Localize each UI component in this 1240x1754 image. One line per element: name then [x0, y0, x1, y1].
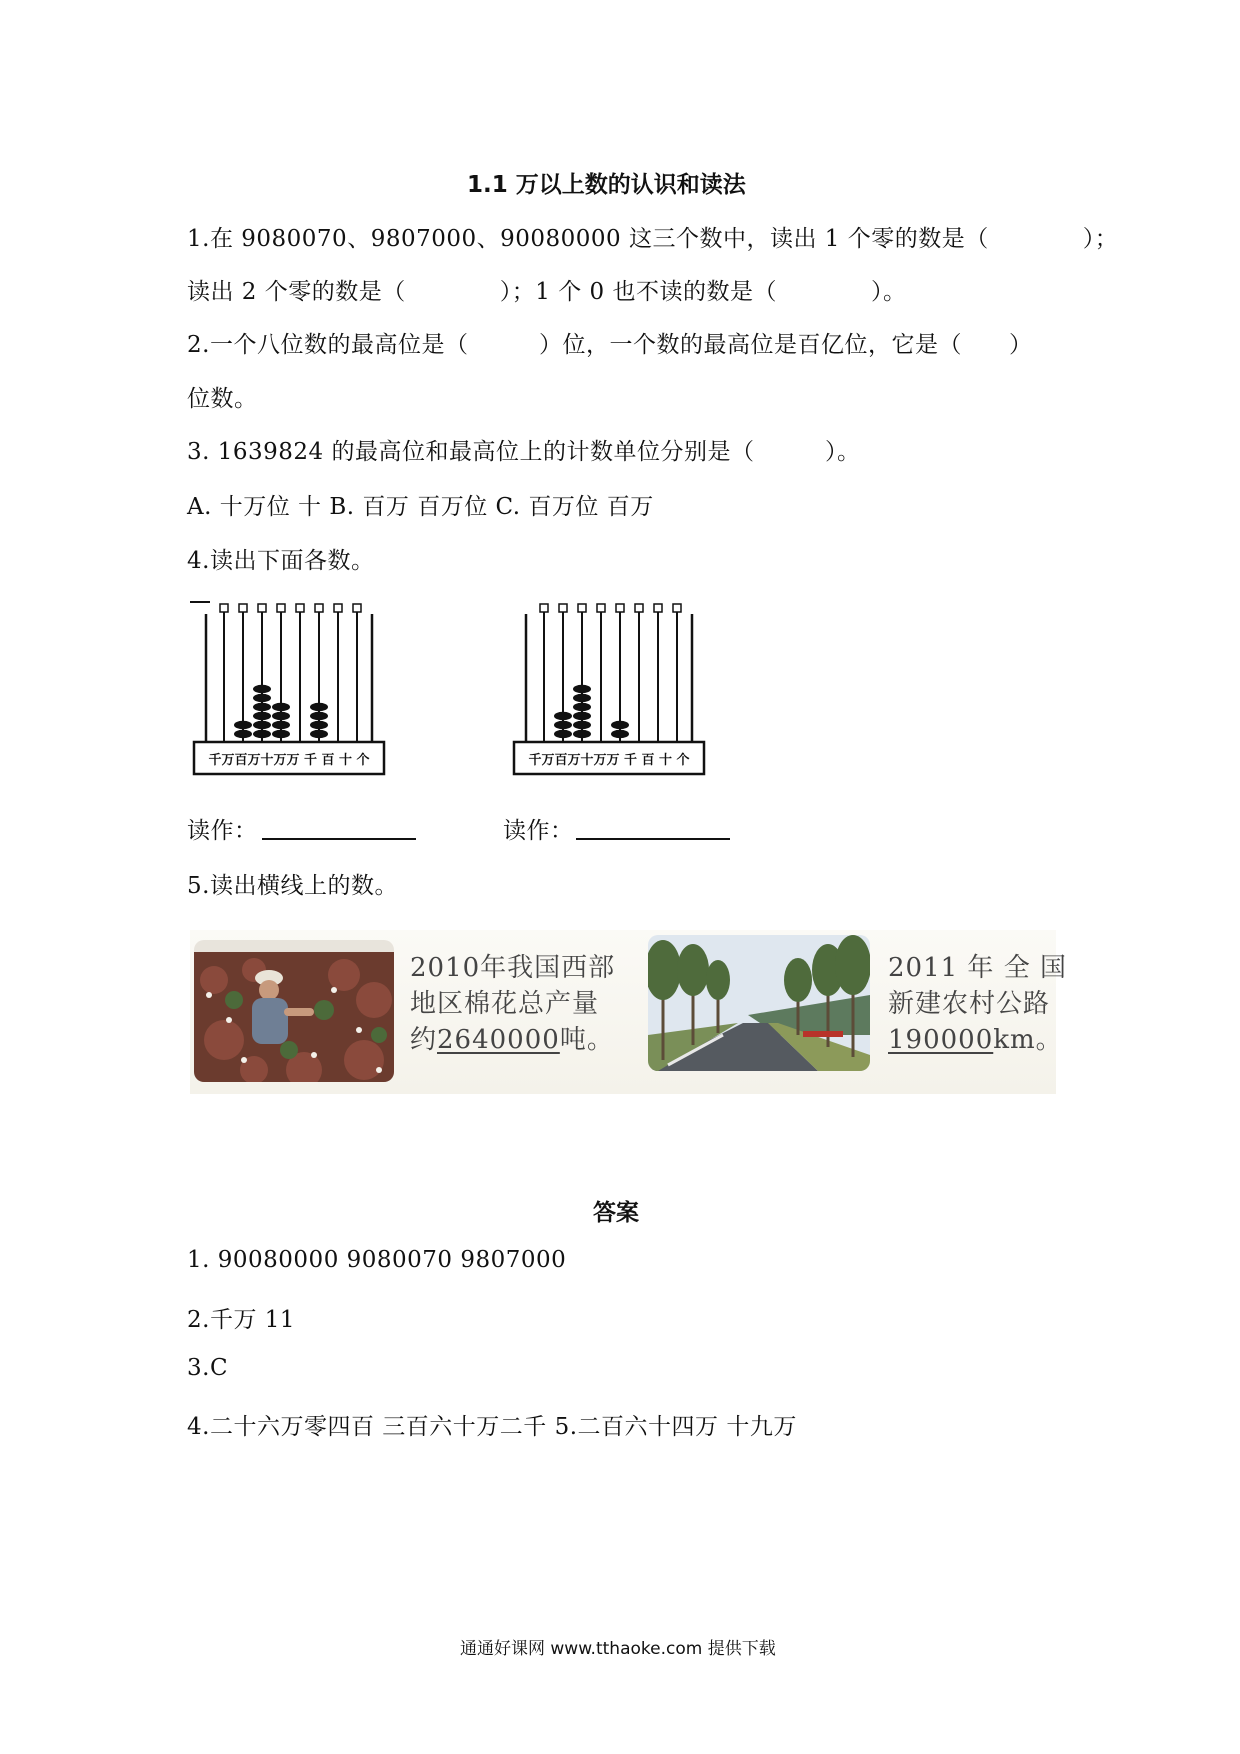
abacus-1-rod-cap-6 — [315, 604, 323, 612]
abacus-1-bead — [310, 721, 328, 729]
cotton-caption-pre: 约 — [410, 1025, 438, 1055]
abacus-1-frame — [206, 614, 372, 742]
abacus-1-rod-cap-4 — [277, 604, 285, 612]
cotton-field-photo — [194, 940, 394, 1082]
abacus-1-bead — [272, 712, 290, 720]
cotton-caption-line-3 — [410, 1022, 615, 1058]
cotton-caption-post: 吨。 — [559, 1025, 614, 1055]
cotton-caption-line-2: 地区棉花总产量 — [410, 989, 600, 1019]
question-2-line-2: 位数。 — [187, 386, 258, 412]
road-caption-post: km。 — [993, 1025, 1063, 1055]
question-5-prompt: 5.读出横线上的数。 — [187, 873, 398, 899]
question-1-line-2: 读出 2 个零的数是（ ）；1 个 0 也不读的数是（ ）。 — [187, 279, 907, 305]
abacus-2-bead — [554, 721, 572, 729]
abacus-1-bead — [234, 721, 252, 729]
read-as-blank-2[interactable] — [576, 838, 730, 840]
abacus-2 — [510, 600, 710, 780]
question-3-options: A. 十万位 十 B. 百万 百万位 C. 百万位 百万 — [187, 494, 654, 520]
answer-3: 3.C — [187, 1355, 229, 1381]
cotton-caption-line-1: 2010年我国西部 — [410, 953, 616, 983]
abacus-1-bead — [310, 703, 328, 711]
road-caption-line-2: 新建农村公路 — [888, 989, 1051, 1019]
abacus-2-place-labels: 千万百万十万万 千 百 十 个 — [528, 753, 690, 768]
question-3: 3. 1639824 的最高位和最高位上的计数单位分别是（ ）。 — [187, 439, 861, 465]
answer-1: 1. 90080000 9080070 9807000 — [187, 1247, 567, 1273]
abacus-2-rod-cap-3 — [578, 604, 586, 612]
abacus-2-frame — [526, 614, 692, 742]
abacus-2-bead — [611, 721, 629, 729]
answers-title: 答案 — [593, 1200, 639, 1226]
abacus-2-rod-cap-2 — [559, 604, 567, 612]
abacus-2-bead — [554, 712, 572, 720]
read-as-label-1: 读作： — [187, 818, 258, 844]
abacus-2-bead — [611, 730, 629, 738]
answer-2: 2.千万 11 — [187, 1307, 296, 1333]
abacus-2-bead — [573, 721, 591, 729]
abacus-1-bead — [253, 721, 271, 729]
abacus-1-rod-cap-3 — [258, 604, 266, 612]
abacus-1-bead — [253, 703, 271, 711]
page-title: 1.1 万以上数的认识和读法 — [467, 172, 746, 198]
rural-road-photo — [648, 935, 870, 1071]
abacus-2-bead — [573, 730, 591, 738]
cotton-number: 2640000 — [437, 1025, 560, 1055]
abacus-1-bead — [310, 730, 328, 738]
road-caption-line-3 — [888, 1022, 1067, 1058]
abacus-2-rod-cap-8 — [673, 604, 681, 612]
road-caption-line-1: 2011 年 全 国 — [888, 953, 1067, 983]
abacus-1-rod-cap-5 — [296, 604, 304, 612]
abacus-2-bead — [554, 730, 572, 738]
abacus-1 — [190, 600, 390, 780]
abacus-2-rod-cap-4 — [597, 604, 605, 612]
abacus-1-rod-cap-7 — [334, 604, 342, 612]
abacus-1-rod-cap-2 — [239, 604, 247, 612]
abacus-2-bead — [573, 703, 591, 711]
abacus-2-bead — [573, 685, 591, 693]
abacus-2-rod-cap-7 — [654, 604, 662, 612]
abacus-1-rod-cap-8 — [353, 604, 361, 612]
abacus-1-bead — [253, 685, 271, 693]
abacus-2-bead — [573, 694, 591, 702]
abacus-1-bead — [272, 721, 290, 729]
question-4-prompt: 4.读出下面各数。 — [187, 548, 375, 574]
question-2-line-1: 2.一个八位数的最高位是（ ）位，一个数的最高位是百亿位，它是（ ） — [187, 332, 1033, 358]
abacus-1-bead — [272, 703, 290, 711]
abacus-1-bead — [253, 712, 271, 720]
footer: 通通好课网 www.tthaoke.com 提供下载 — [460, 1639, 776, 1659]
abacus-1-bead — [253, 694, 271, 702]
abacus-1-bead — [310, 712, 328, 720]
abacus-1-rod-cap-1 — [220, 604, 228, 612]
abacus-2-rod-cap-1 — [540, 604, 548, 612]
read-as-blank-1[interactable] — [262, 838, 416, 840]
answer-4-5: 4.二十六万零四百 三百六十万二千 5.二百六十四万 十九万 — [187, 1414, 797, 1440]
abacus-2-rod-cap-5 — [616, 604, 624, 612]
cotton-caption — [410, 950, 615, 1058]
abacus-2-bead — [573, 712, 591, 720]
question-1-line-1: 1.在 9080070、9807000、90080000 这三个数中，读出 1 个零的数是（ ）； — [187, 226, 1119, 252]
abacus-2-rod-cap-6 — [635, 604, 643, 612]
abacus-1-bead — [253, 730, 271, 738]
road-number: 190000 — [888, 1025, 994, 1055]
road-caption — [888, 950, 1067, 1058]
abacus-1-place-labels: 千万百万十万万 千 百 十 个 — [208, 753, 370, 768]
abacus-1-bead — [272, 730, 290, 738]
abacus-1-bead — [234, 730, 252, 738]
read-as-label-2: 读作： — [503, 818, 574, 844]
